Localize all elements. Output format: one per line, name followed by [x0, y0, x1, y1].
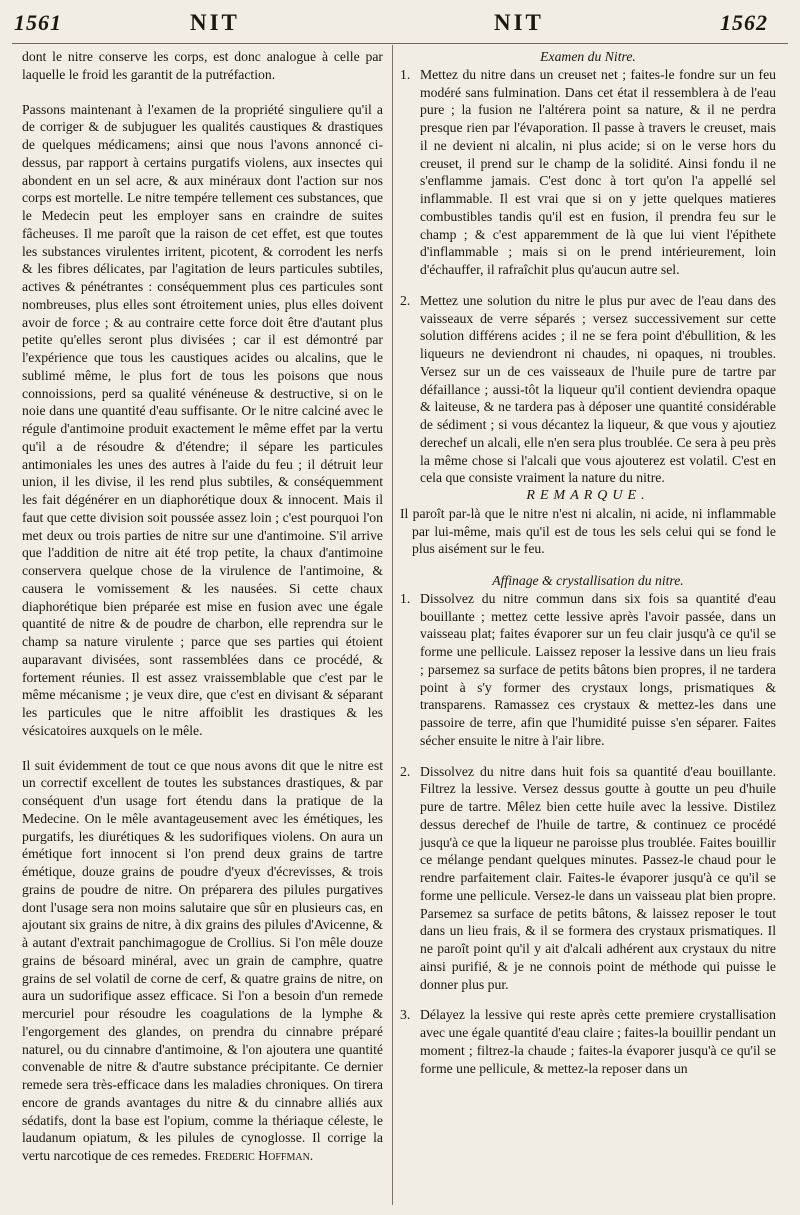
item-number: 1.	[400, 66, 411, 82]
left-paragraph-1: dont le nitre conserve les corps, est donc analogue à celle par laquelle le froid les garantit de la putréfaction.	[22, 49, 383, 82]
left-paragraph-3-text: Il suit évidemment de tout ce que nous avons dit que le nitre est un correctif excellent de toutes les substances drastiques, & par conséquent d'un usage fort étendu dans la pratique de la Medecine. On le mêle avantageusement avec les émétiques, les purgatifs, les diurétiques & les sudorifiques violens. On aura un émétique fort innocent si l'on prend deux grains de tartre émétique, douze grains de poudre d'yeux d'écrevisses, & trois grains de poudre de nitre. On préparera des pilules purgatives dont l'usage sera non moins salutaire que sûr en plusieurs cas, en ajoutant six grains de nitre, à dix grains des pilules d'Avicenne, & à autant d'extrait panchimagogue de Crollius. Si l'on mêle douze grains de bésoard minéral, avec un grain de camphre, quatre grains de sel volatil de corne de cerf, & quatre grains de nitre, on aura un sudorifique assez efficace. Si l'on a besoin d'un remede mercuriel pour résoudre les coagulations de la lymphe & l'engorgement des glandes, on prendra du cinnabre préparé naturel, ou du cinnabre d'antimoine, & l'on ajoutera une quantité convenable de nitre & d'autre substance précipitante. Ce dernier remede sera très-efficace dans les maladies chroniques. On tirera encore de grands avantages du nitre & du cinnabre alliés aux sédatifs, dont la base est l'opium, comme la thériaque céleste, le laudanum opiatum, & les pilules de cynoglosse. Il corrige la vertu narcotique de ces remedes.	[22, 757, 383, 1163]
item-number: 2.	[400, 292, 411, 308]
left-column	[22, 48, 383, 1165]
remarque-heading: REMARQUE.	[526, 488, 650, 503]
item-number: 1.	[400, 590, 411, 606]
examen-item-1	[400, 66, 776, 279]
running-head-left: NIT	[190, 10, 240, 35]
running-head-right: NIT	[494, 10, 544, 35]
item-number: 2.	[400, 763, 411, 779]
column-divider	[392, 45, 393, 1205]
section-heading-affinage: Affinage & crystallisation du nitre.	[492, 573, 684, 588]
item-text: Mettez une solution du nitre le plus pur avec de l'eau dans des vaisseaux de verre séparés ; versez successivement sur cette solution différens acides ; il ne se fera point d'ébullition, & les liqueurs ne deviendront ni chaudes, ni opaques, ni troubles. Versez sur un de ces vaisseaux de l'huile pure de tartre par défaillance ; aussi-tôt la liqueur qu'il contient deviendra opaque & laiteuse, & ne tardera pas à déposer une quantité considérable de sédiment ; si vous décantez la liqueur, & que vous y ajoutiez derechef un alcali, elle n'en sera plus troublée. Ce sera à peu près la même chose si l'alcali que vous ajouterez est volatil. C'est en cela que consiste vraiment la nature du nitre.	[420, 292, 776, 486]
item-text: Dissolvez du nitre commun dans six fois sa quantité d'eau bouillante ; mettez cette lessive après l'avoir passée, dans un vaisseau plat; faites évaporer sur un feu clair jusqu'à ce qu'il se forme une pellicule. Laissez reposer la lessive dans un lieu frais ; parsemez sa surface de petits bâtons bien propres, il ne tardera point à s'y former des crystaux longs, prismatiques & transparens. Ramassez ces crystaux & mettez-les dans une passoire de terre, afin que l'humidité puisse s'en séparer. Faites sécher ensuite le nitre à l'air libre.	[420, 590, 776, 748]
left-paragraph-3	[22, 757, 383, 1165]
left-paragraph-2: Passons maintenant à l'examen de la propriété singuliere qu'il a de corriger & de subjuguer les qualités caustiques & drastiques de quelques médicamens; ainsi que nous l'avons annoncé ci-dessus, par rapport à certains purgatifs violens, aux insectes qui abondent en un sel acre, & aux minéraux dont l'action sur nos corps est mortelle. Le nitre tempére tellement ces substances, que le Medecin peut les employer sans en craindre de suites fâcheuses. Il me paroît que la raison de cet effet, est que toutes les substances virulentes irritent, picotent, & corrodent les nerfs & les fibres délicates, par l'agitation de leurs particules subtiles, actives & pénétrantes : conséquemment plus ces particules sont nombreuses, plus elles sont étroitement unies, plus elles doivent avoir de force ; & au contraire cette force doit être d'autant plus petite qu'elles seront plus divisées ; car il est démontré par l'expérience que tous les caustiques acides ou alcalins, que le sublimé même, le plus fort de tous les poisons que nous connoissions, perd sa qualité vénéneuse & destructive, si on le noie dans une quantité d'eau suffisante. Or le nitre calciné avec le régule d'antimoine produit exactement le même effet par la vertu qu'il a de résoudre & d'étendre; il sépare les particules antimoniales les unes des autres à l'aide du feu ; il détruit leur union, il les divise, il les rend plus subtiles, & conséquemment les fait dégénérer en un diaphorétique doux & innocent. Mais il faut que cette division soit poussée assez loin ; c'est pourquoi l'on met deux ou trois parties de nitre sur une d'antimoine. S'il arrive que l'addition de nitre ait été trop petite, la chaux d'antimoine conservera quelque chose de la virulence de l'antimoine, & causera le vomissement & les nausées. Si cette chaux diaphorétique bien préparée est mise en fusion avec une égale quantité de nitre & de poudre de charbon, elle reprendra sur le champ sa nature virulente ; parce que ses parties qui étoient auparavant divisées, sont rassemblées dans ce procédé, & fortement réunies. Il est assez vraissemblable que c'est par le même mécanisme ; je veux dire, que c'est en divisant & séparant les particules que le nitre affoiblit les drastiques & les vésicatoires auxquels on le mêle.	[22, 101, 383, 738]
item-number: 3.	[400, 1007, 411, 1023]
affinage-item-2	[400, 763, 776, 994]
item-text: Délayez la lessive qui reste après cette premiere crystallisation avec une égale quantité d'eau claire ; faites-la bouillir pendant un moment ; filtrez-la chaude ; faites-la évaporer jusqu'à ce qu'il se forme une pellicule, & mettez-la reposer dans un	[420, 1007, 776, 1076]
right-column	[400, 48, 776, 1077]
author-signature: Frederic Hoffman.	[204, 1148, 314, 1163]
remarque-text: Il paroît par-là que le nitre n'est ni alcalin, ni acide, ni inflammable par lui-même, mais qu'il est de tous les sels celui qui se fond le plus aisément sur le feu.	[400, 505, 776, 557]
affinage-item-1	[400, 590, 776, 750]
affinage-item-3	[400, 1006, 776, 1077]
section-heading-examen: Examen du Nitre.	[540, 49, 636, 64]
page-number-left: 1561	[14, 10, 62, 35]
item-text: Mettez du nitre dans un creuset net ; faites-le fondre sur un feu modéré sans fulmination. Dans cet état il ressemblera à de l'eau pure ; la fusion ne l'altérera point sa nature, & il ne perdra presque rien par l'évaporation. Il passe à travers le creuset, mais il ne devient ni alcalin, ni plus acide; si on le verse hors du creuset, il prend sur le champ de la solidité. Ainsi fondu il ne s'enflamme jamais. C'est donc à tort qu'on l'a appellé sel inflammable. Il est vrai que si on y jette quelques matieres combustibles tandis qu'il est en fusion, il prendra feu sur le champ ; & c'est apparemment de là que lui vient l'épithete d'inflammable ; mais si on le prend intérieurement, loin d'échauffer, il rafraîchit plus qu'aucun autre sel.	[420, 66, 776, 277]
header-rule	[12, 43, 788, 44]
page-number-right: 1562	[720, 10, 768, 35]
examen-item-2	[400, 292, 776, 487]
item-text: Dissolvez du nitre dans huit fois sa quantité d'eau bouillante. Filtrez la lessive. Versez dessus goutte à goutte un peu d'huile pure de tartre. Mêlez bien cette huile avec la lessive. Distilez dessus derechef de l'huile de tartre, & continuez ce procédé jusqu'à ce que la liqueur ne paroisse plus troublée. Faites bouillir ce mélange pendant quelques minutes. Passez-le chaud pour le rendre parfaitement clair. Faites-le évaporer jusqu'à ce qu'il se forme une pellicule. Versez-le dans un vaisseau plat bien propre. Parsemez sa surface de petits bâtons, & laissez reposer le tout dans un lieu frais, & il se formera des crystaux prismatiques. Il ne paroît point qu'il y ait d'alcali adhérent aux crystaux du nitre ainsi purifié, & je ne connois point de méthode qui puisse le donner plus pur.	[420, 763, 776, 992]
